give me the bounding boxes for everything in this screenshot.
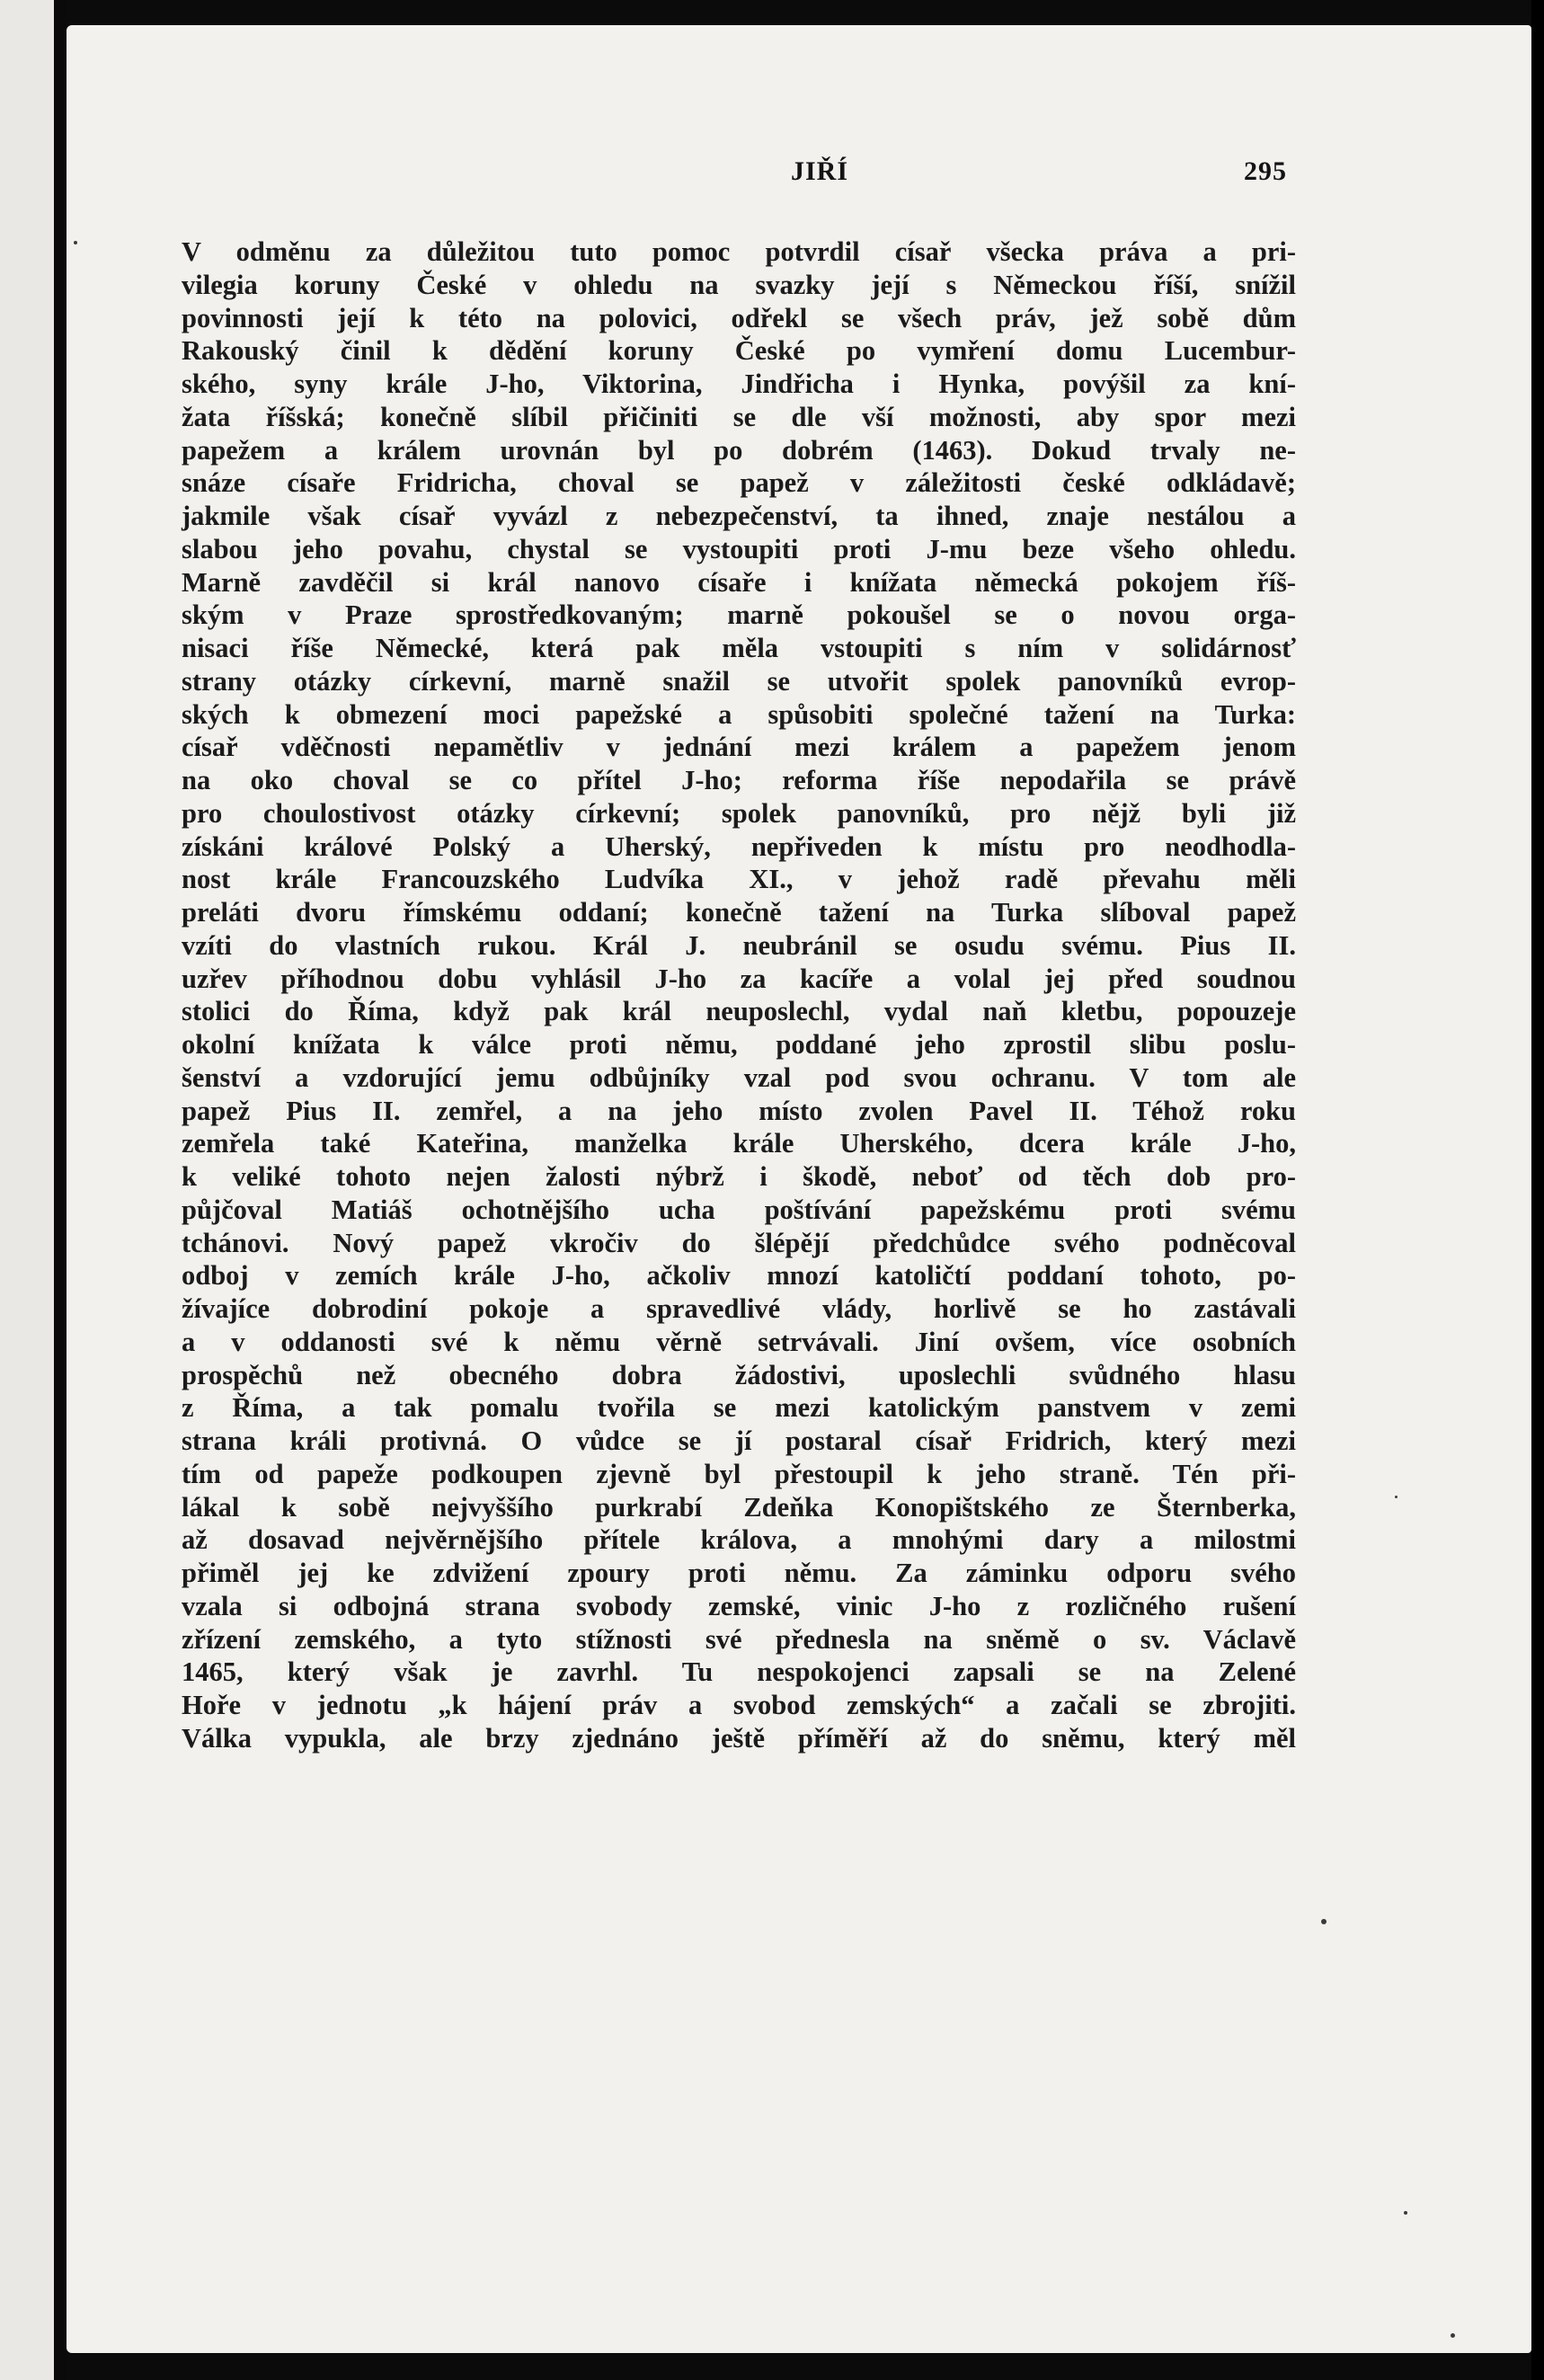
text-line: vzala si odbojná strana svobody zemské, vinic J-ho z rozličného rušení <box>182 1590 1296 1621</box>
print-speck <box>1395 1496 1398 1498</box>
text-line: ských k obmezení moci papežské a spůsobiti společné tažení na Turka: <box>182 698 1296 730</box>
text-line: tím od papeže podkoupen zjevně byl přestoupil k jeho straně. Tén při- <box>182 1458 1296 1489</box>
text-line: až dosavad nejvěrnějšího přítele králova, a mnohými dary a milostmi <box>182 1524 1296 1556</box>
text-line: z Říma, a tak pomalu tvořila se mezi katolickým panstvem v zemi <box>182 1392 1296 1424</box>
scan-border <box>1531 0 1544 2380</box>
text-line: ským v Praze sprostředkovaným; marně pokoušel se o novou orga- <box>182 599 1296 631</box>
text-line: papež Pius II. zemřel, a na jeho místo zvolen Pavel II. Téhož roku <box>182 1095 1296 1126</box>
text-line: stolici do Říma, když pak král neuposlechl, vydal naň kletbu, popouzeje <box>182 996 1296 1027</box>
text-line: císař vděčnosti nepamětliv v jednání mezi králem a papežem jenom <box>182 732 1296 763</box>
text-line: jakmile však císař vyvázl z nebezpečenství, ta ihned, znaje nestálou a <box>182 501 1296 531</box>
text-line: tchánovi. Nový papež vkročiv do šlépějí předchůdce svého podněcoval <box>182 1227 1296 1258</box>
text-line: ského, syny krále J-ho, Viktorina, Jindřicha i Hynka, povýšil za kní- <box>182 369 1296 399</box>
body-text <box>182 235 1296 1755</box>
text-line: strana králi protivná. O vůdce se jí postaral císař Fridrich, který mezi <box>182 1425 1296 1456</box>
adjacent-page-edge <box>0 0 54 2380</box>
text-line: okolní knížata k válce proti němu, poddané jeho zprostil slibu poslu- <box>182 1029 1296 1060</box>
text-line: Rakouský činil k dědění koruny České po vymření domu Lucembur- <box>182 335 1296 367</box>
text-line: nost krále Francouzského Ludvíka XI., v jehož radě převahu měli <box>182 864 1296 895</box>
text-line: žívajíce dobrodiní pokoje a spravedlivé vlády, horlivě se ho zastávali <box>182 1293 1296 1324</box>
print-speck <box>74 241 77 244</box>
text-line: povinnosti její k této na polovici, odřekl se všech práv, jež sobě dům <box>182 302 1296 333</box>
print-speck <box>1321 1919 1327 1924</box>
text-line: Marně zavděčil si král nanovo císaře i knížata německá pokojem říš- <box>182 566 1296 598</box>
text-line: vilegia koruny České v ohledu na svazky její s Německou říší, snížil <box>182 269 1296 300</box>
text-line: pro choulostivost otázky církevní; spolek panovníků, pro nějž byli již <box>182 797 1296 829</box>
print-speck <box>1451 2333 1455 2338</box>
text-line: přiměl jej ke zdvižení zpoury proti němu. Za záminku odporu svého <box>182 1558 1296 1588</box>
text-line: zřízení zemského, a tyto stížnosti své přednesla na sněmě o sv. Václavě <box>182 1623 1296 1655</box>
text-line: žata říšská; konečně slíbil přičiniti se dle vší možnosti, aby spor mezi <box>182 401 1296 432</box>
text-line: papežem a králem urovnán byl po dobrém (1463). Dokud trvaly ne- <box>182 434 1296 466</box>
text-line: odboj v zemích krále J-ho, ačkoliv mnozí katoličtí poddaní tohoto, po- <box>182 1260 1296 1292</box>
text-line: strany otázky církevní, marně snažil se utvořit spolek panovníků evrop- <box>182 665 1296 697</box>
text-line: a v oddanosti své k němu věrně setrvávali. Jiní ovšem, více osobních <box>182 1326 1296 1357</box>
text-line: V odměnu za důležitou tuto pomoc potvrdil císař všecka práva a pri- <box>182 236 1296 267</box>
book-gutter <box>54 0 67 2380</box>
text-line: 1465, který však je zavrhl. Tu nespokojenci zapsali se na Zelené <box>182 1656 1296 1688</box>
text-line: půjčoval Matiáš ochotnějšího ucha poštívání papežskému proti svému <box>182 1194 1296 1225</box>
text-line: snáze císaře Fridricha, choval se papež v záležitosti české odkládavě; <box>182 467 1296 499</box>
text-line: Válka vypukla, ale brzy zjednáno ještě příměří až do sněmu, který měl <box>182 1722 1296 1754</box>
text-line: k veliké tohoto nejen žalosti nýbrž i škodě, neboť od těch dob pro- <box>182 1161 1296 1192</box>
text-line: nisaci říše Německé, která pak měla vstoupiti s ním v solidárnosť <box>182 633 1296 663</box>
text-line: získáni králové Polský a Uherský, nepřiveden k místu pro neodhodla- <box>182 830 1296 862</box>
text-line: preláti dvoru římskému oddaní; konečně tažení na Turka slíboval papež <box>182 897 1296 928</box>
text-line: prospěchů než obecného dobra žádostivi, uposlechli svůdného hlasu <box>182 1359 1296 1390</box>
text-line: Hoře v jednotu „k hájení práv a svobod zemských“ a začali se zbrojiti. <box>182 1690 1296 1720</box>
text-line: lákal k sobě nejvyššího purkrabí Zdeňka Konopištského ze Šternberka, <box>182 1491 1296 1523</box>
text-line: vzíti do vlastních rukou. Král J. neubránil se osudu svému. Pius II. <box>182 929 1296 961</box>
text-line: slabou jeho povahu, chystal se vystoupiti proti J-mu beze všeho ohledu. <box>182 533 1296 564</box>
text-line: zemřela také Kateřina, manželka krále Uherského, dcera krále J-ho, <box>182 1128 1296 1159</box>
text-line: uzřev příhodnou dobu vyhlásil J-ho za kacíře a volal jej před soudnou <box>182 963 1296 994</box>
running-head: JIŘÍ <box>791 156 849 186</box>
page-number: 295 <box>1244 156 1287 186</box>
text-line: na oko choval se co přítel J-ho; reforma říše nepodařila se právě <box>182 765 1296 795</box>
text-line: šenství a vzdorující jemu odbůjníky vzal pod svou ochranu. V tom ale <box>182 1061 1296 1093</box>
print-speck <box>1404 2211 1407 2215</box>
